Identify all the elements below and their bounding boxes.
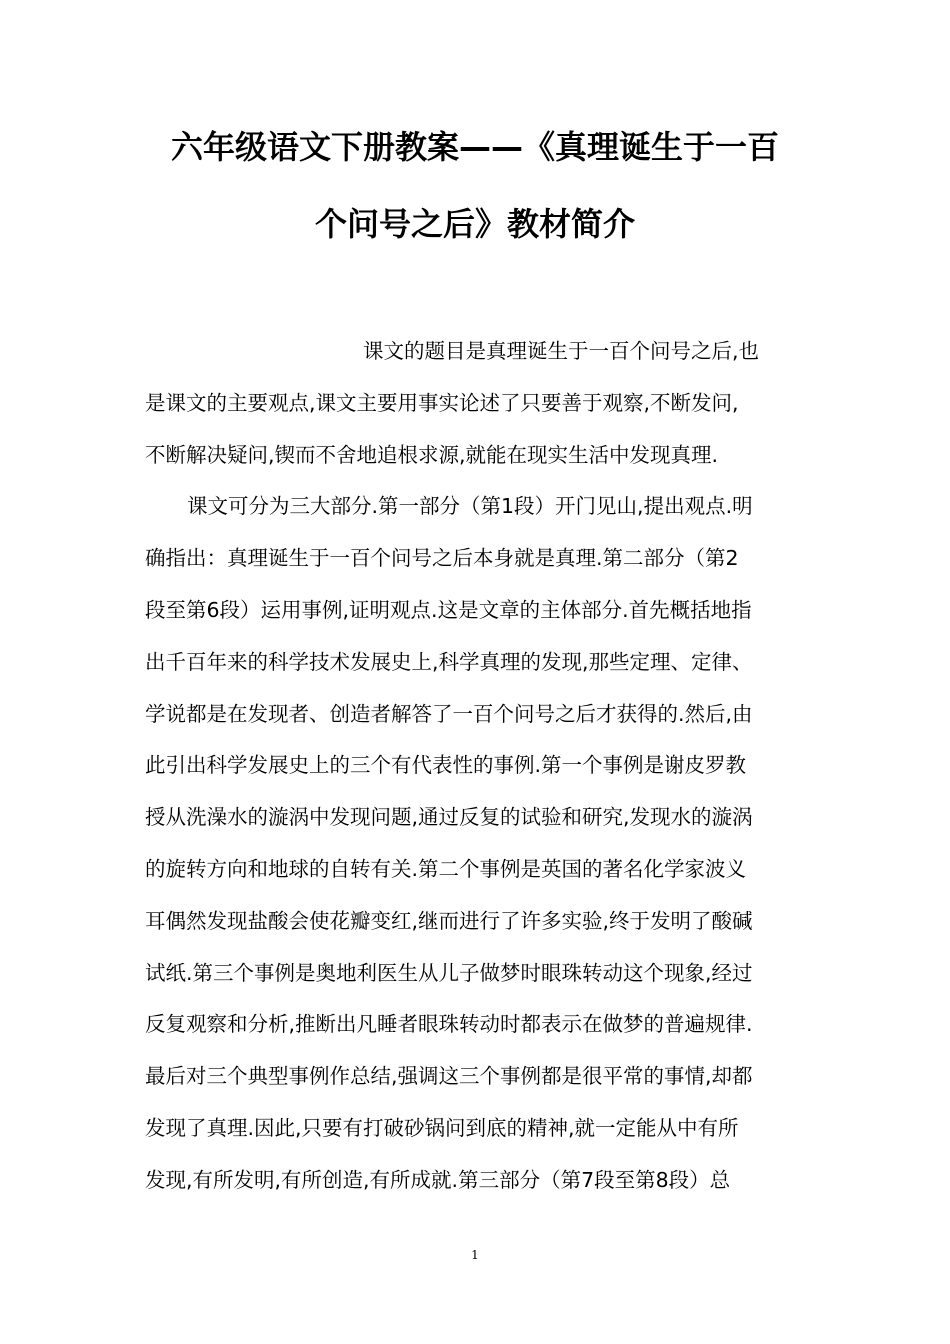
body-line: 发现了真理.因此,只要有打破砂锅问到底的精神,就一定能从中有所 xyxy=(145,1115,739,1140)
body-line: 是课文的主要观点,课文主要用事实论述了只要善于观察,不断发问, xyxy=(145,390,739,415)
document-title-line-1: 六年级语文下册教案——《真理诞生于一百 xyxy=(170,128,779,166)
body-line: 的旋转方向和地球的自转有关.第二个事例是英国的著名化学家波义 xyxy=(145,856,747,881)
body-line: 试纸.第三个事例是奥地利医生从儿子做梦时眼珠转动这个现象,经过 xyxy=(145,960,753,985)
body-line: 此引出科学发展史上的三个有代表性的事例.第一个事例是谢皮罗教 xyxy=(145,753,747,778)
body-line: 课文的题目是真理诞生于一百个问号之后,也 xyxy=(363,339,760,363)
body-line: 课文可分为三大部分.第一部分（第1段）开门见山,提出观点.明 xyxy=(187,494,753,519)
body-line: 发现,有所发明,有所创造,有所成就.第三部分（第7段至第8段）总 xyxy=(145,1167,731,1192)
body-line: 不断解决疑问,锲而不舍地追根求源,就能在现实生活中发现真理. xyxy=(145,442,719,467)
body-line: 学说都是在发现者、创造者解答了一百个问号之后才获得的.然后,由 xyxy=(145,701,753,726)
document-title-line-2: 个问号之后》教材简介 xyxy=(314,205,635,243)
body-line: 出千百年来的科学技术发展史上,科学真理的发现,那些定理、定律、 xyxy=(145,649,753,674)
body-line: 反复观察和分析,推断出凡睡者眼珠转动时都表示在做梦的普遍规律. xyxy=(145,1012,753,1037)
page-number: 1 xyxy=(471,1248,479,1262)
body-line: 耳偶然发现盐酸会使花瓣变红,继而进行了许多实验,终于发明了酸碱 xyxy=(145,908,753,933)
body-line: 确指出：真理诞生于一百个问号之后本身就是真理.第二部分（第2 xyxy=(145,546,739,571)
document-body xyxy=(145,326,815,1207)
body-line: 段至第6段）运用事例,证明观点.这是文章的主体部分.首先概括地指 xyxy=(145,597,752,622)
body-line: 授从洗澡水的漩涡中发现问题,通过反复的试验和研究,发现水的漩涡 xyxy=(145,805,753,830)
body-line: 最后对三个典型事例作总结,强调这三个事例都是很平常的事情,却都 xyxy=(145,1064,753,1089)
